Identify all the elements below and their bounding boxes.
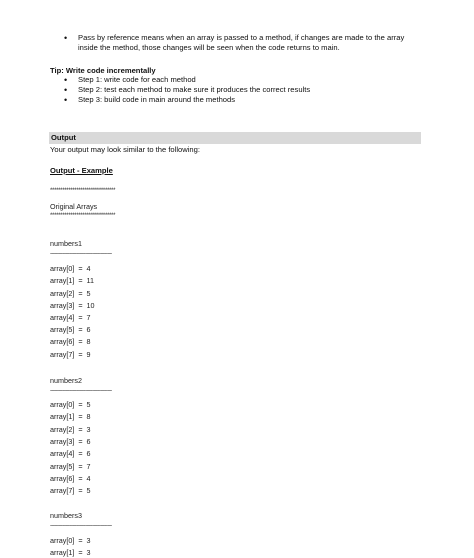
array-row: array[6] = 4 [50, 474, 91, 483]
array-row: array[5] = 7 [50, 462, 91, 471]
output-heading: Output [51, 133, 76, 142]
array-row: array[7] = 9 [50, 350, 91, 359]
step-text: Step 3: build code in main around the methods [78, 95, 236, 104]
dash-rule: -------------------------------------------- [50, 251, 112, 257]
array-row: array[4] = 7 [50, 313, 91, 322]
tip-heading: Tip: Write code incrementally [50, 66, 156, 75]
array-row: array[1] = 11 [50, 276, 95, 285]
array-row: array[7] = 5 [50, 486, 91, 495]
output-heading-shading [49, 132, 421, 144]
example-heading: Output - Example [50, 166, 113, 175]
bullet-icon: • [64, 95, 68, 105]
array-row: array[1] = 8 [50, 412, 91, 421]
step-text: Step 2: test each method to make sure it produces the correct results [78, 85, 311, 94]
dash-rule: -------------------------------------------- [50, 388, 112, 394]
array-row: array[2] = 3 [50, 425, 91, 434]
array-row: array[6] = 8 [50, 337, 91, 346]
bullet-icon: • [64, 85, 68, 95]
list-item [62, 95, 424, 105]
array-row: array[3] = 10 [50, 301, 95, 310]
bullet-text: Pass by reference means when an array is passed to a method, if changes are made to the array inside the method, those changes will be seen when the code returns to main. [78, 33, 405, 52]
group-name: numbers1 [50, 239, 82, 248]
tip-step-list [62, 75, 424, 105]
bullet-icon: • [64, 33, 68, 43]
array-row: array[0] = 4 [50, 264, 91, 273]
array-row: array[4] = 6 [50, 449, 91, 458]
step-text: Step 1: write code for each method [78, 75, 196, 84]
array-row: array[5] = 6 [50, 325, 91, 334]
dash-rule: -------------------------------------------- [50, 523, 112, 529]
list-item [62, 33, 424, 53]
array-row: array[2] = 5 [50, 289, 91, 298]
star-rule-bottom: ******************************** [50, 213, 116, 219]
list-item [62, 75, 424, 85]
array-row: array[1] = 3 [50, 548, 91, 557]
bullet-icon: • [64, 75, 68, 85]
group-name: numbers2 [50, 376, 82, 385]
group-name: numbers3 [50, 511, 82, 520]
array-row: array[0] = 5 [50, 400, 91, 409]
intro-bullet-list [62, 33, 424, 53]
output-description: Your output may look similar to the following: [50, 145, 200, 154]
list-item [62, 85, 424, 95]
array-row: array[0] = 3 [50, 536, 91, 545]
array-row: array[3] = 6 [50, 437, 91, 446]
banner-text: Original Arrays [50, 202, 98, 211]
star-rule-top: ******************************** [50, 188, 116, 194]
